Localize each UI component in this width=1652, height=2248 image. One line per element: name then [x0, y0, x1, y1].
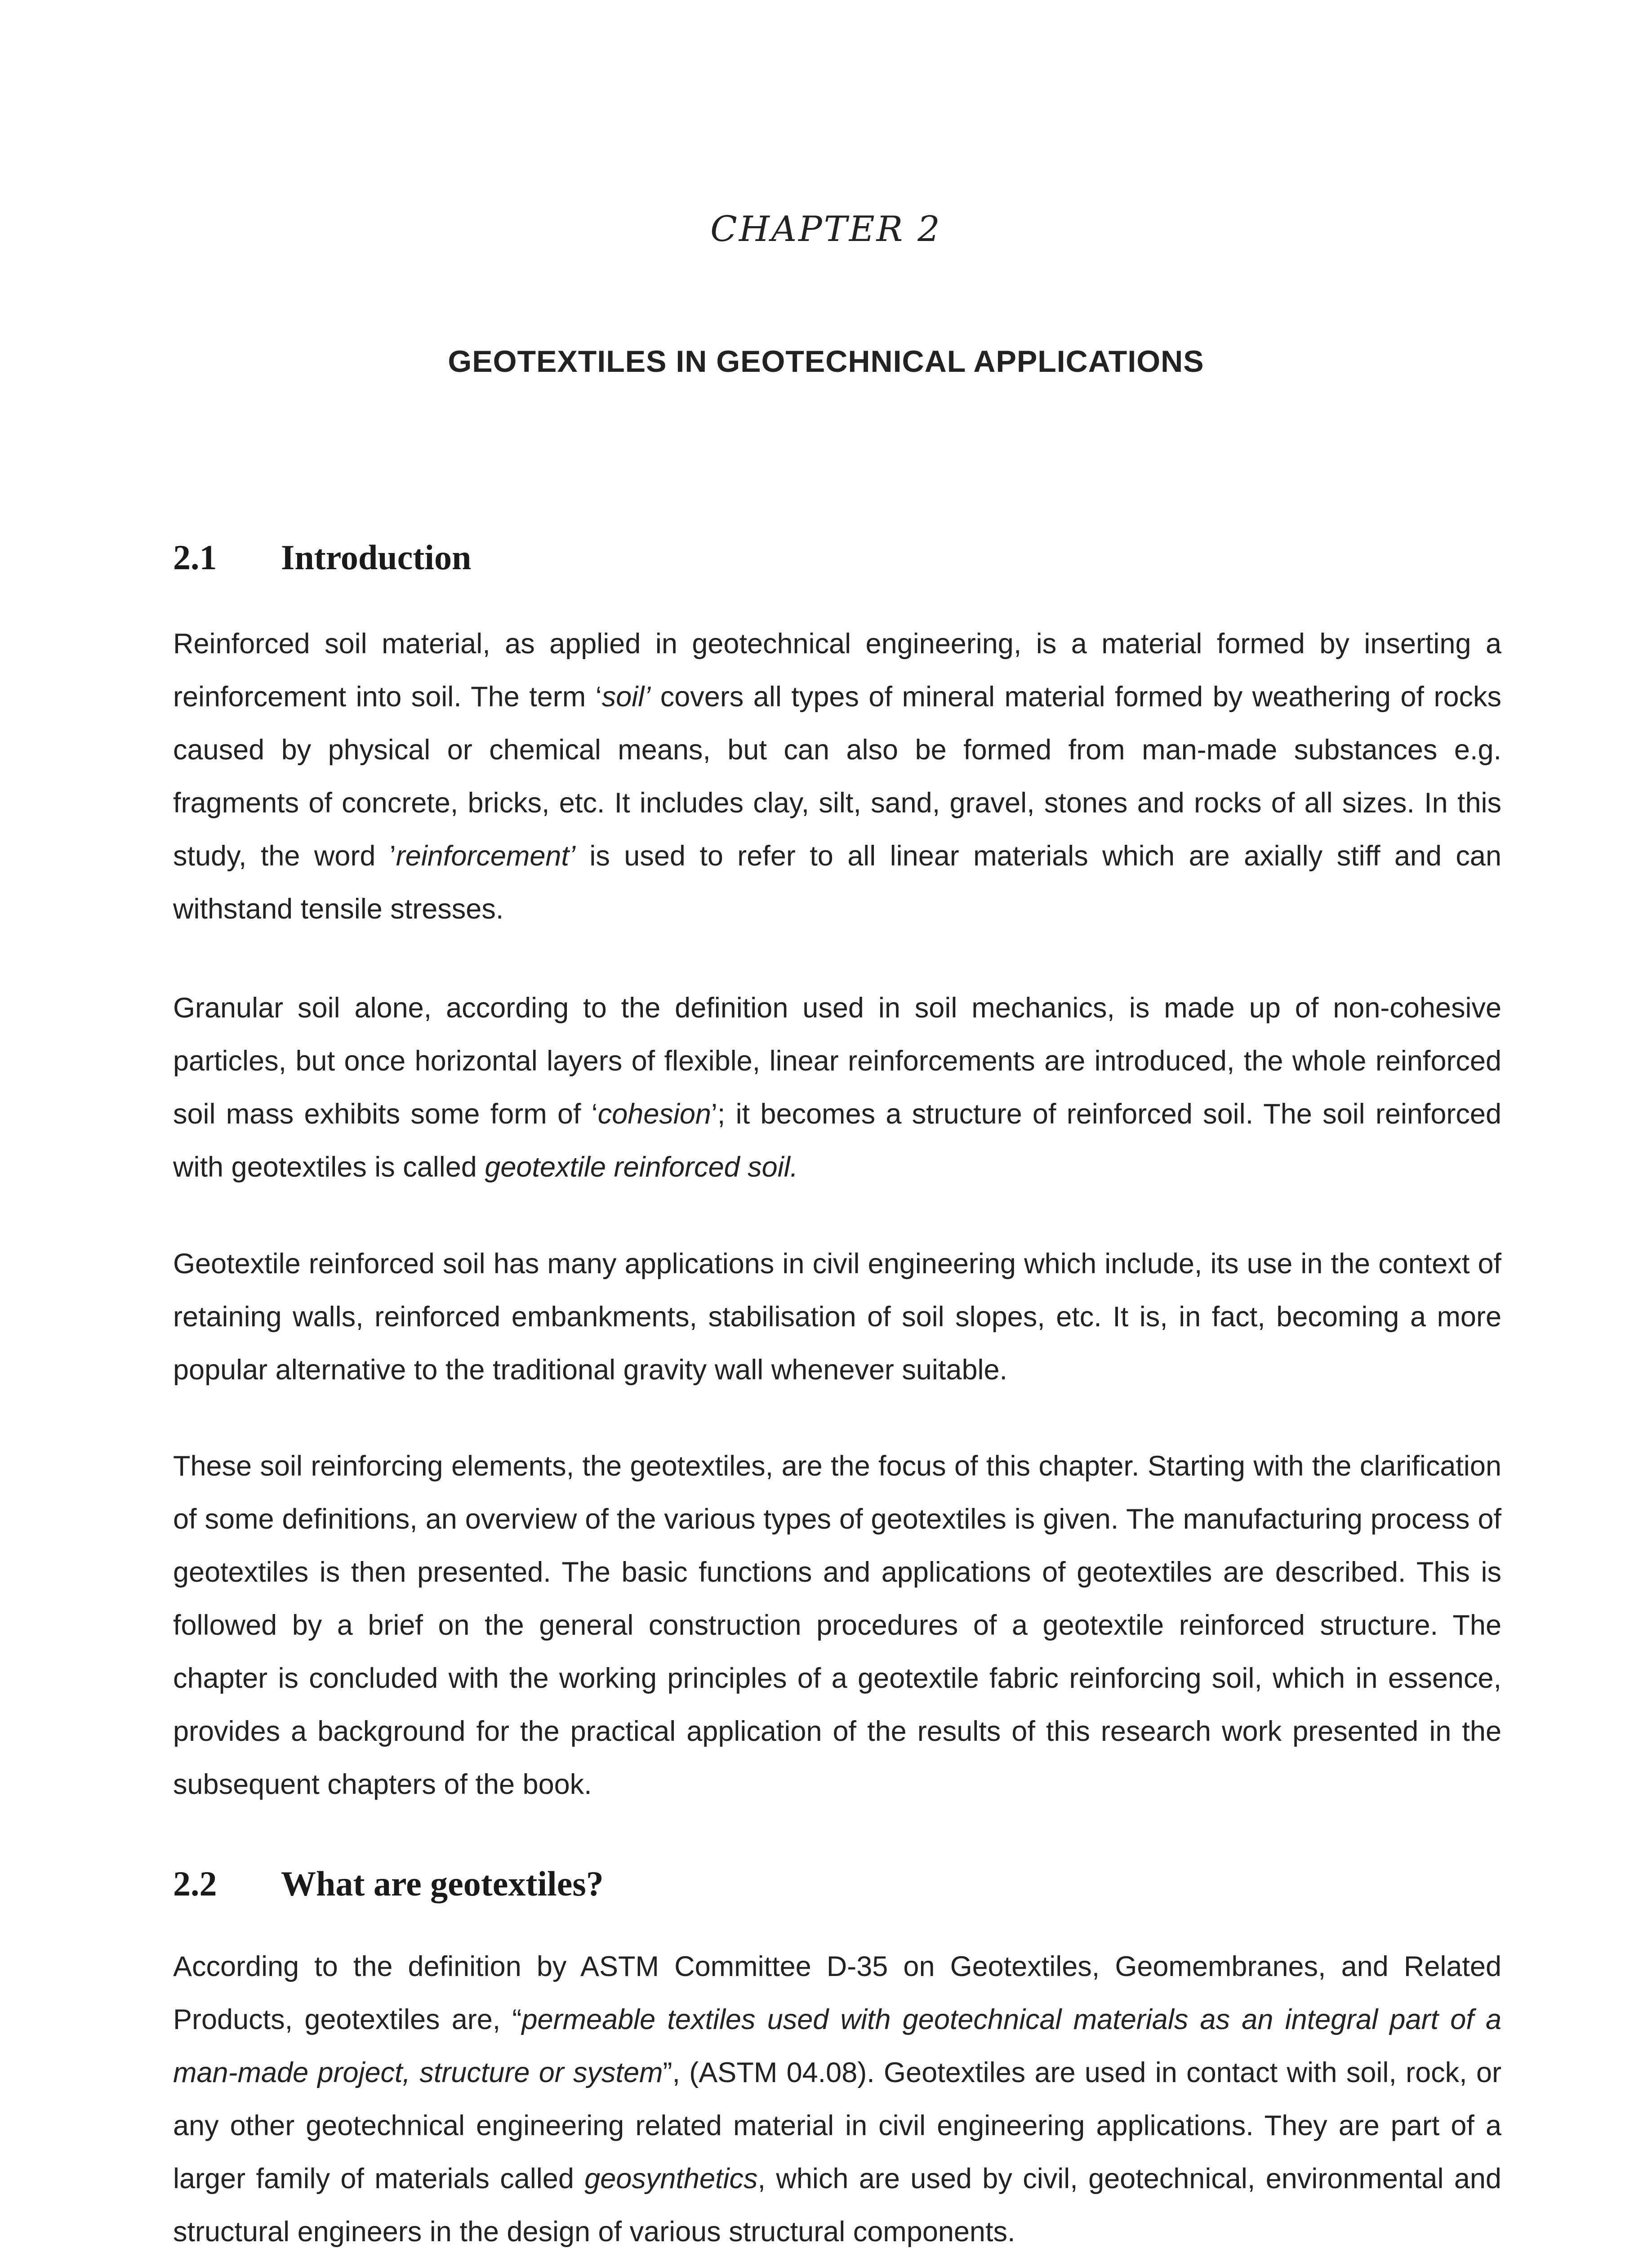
body-paragraph — [173, 617, 1501, 936]
section-title: Introduction — [281, 538, 472, 577]
italic-term: soil’ — [601, 681, 651, 713]
italic-term: geosynthetics — [584, 2163, 758, 2194]
chapter-title: GEOTEXTILES IN GEOTECHNICAL APPLICATIONS — [448, 344, 1204, 379]
italic-term: permeable textiles used with geotechnical materials as an integral part of a man-made project, structure or system — [173, 2004, 1501, 2088]
italic-term: cohesion — [597, 1098, 711, 1130]
section-title: What are geotextiles? — [281, 1864, 604, 1903]
body-paragraph — [173, 1440, 1501, 1811]
section-heading-introduction — [173, 537, 471, 578]
paragraph-text: Reinforced soil material, as applied in geotechnical engineering, is a material formed by inserting a reinforcement into soil. The term ‘soil’ covers all types of mineral material formed by weathering of rocks caused by physical or chemical means, but can also be formed from man-made substances e.g. fragments of concrete, bricks, etc. It includes clay, silt, sand, gravel, stones and rocks of all sizes. In this study, the word ’reinforcement’ is used to refer to all linear materials which are axially stiff and can withstand tensile stresses. — [173, 628, 1501, 925]
italic-term: reinforcement’ — [396, 840, 575, 872]
section-number: 2.1 — [173, 538, 217, 577]
body-paragraph — [173, 1940, 1501, 2248]
section-heading-what-are-geotextiles — [173, 1864, 604, 1904]
paragraph-text: Granular soil alone, according to the definition used in soil mechanics, is made up of non-cohesive particles, but once horizontal layers of flexible, linear reinforcements are introduced, the whole reinforced soil mass exhibits some form of ‘cohesion’; it becomes a structure of reinforced soil. The soil reinforced with geotextiles is called geotextile reinforced soil. — [173, 992, 1501, 1183]
body-paragraph — [173, 1237, 1501, 1396]
italic-term: geotextile reinforced soil. — [485, 1151, 798, 1183]
section-number: 2.2 — [173, 1864, 217, 1903]
body-paragraph — [173, 981, 1501, 1194]
paragraph-text: Geotextile reinforced soil has many applications in civil engineering which include, its use in the context of retaining walls, reinforced embankments, stabilisation of soil slopes, etc. It is, in fact, becoming a more popular alternative to the traditional gravity wall whenever suitable. — [173, 1248, 1501, 1386]
chapter-label: CHAPTER 2 — [710, 209, 942, 250]
paragraph-text: These soil reinforcing elements, the geotextiles, are the focus of this chapter. Starting with the clarification of some definitions, an overview of the various types of geotextiles is given. The manufacturing process of geotextiles is then presented. The basic functions and applications of geotextiles are described. This is followed by a brief on the general construction procedures of a geotextile reinforced structure. The chapter is concluded with the working principles of a geotextile fabric reinforcing soil, which in essence, provides a background for the practical application of the results of this research work presented in the subsequent chapters of the book. — [173, 1450, 1501, 1800]
paragraph-text: According to the definition by ASTM Committee D-35 on Geotextiles, Geomembranes, and Related Products, geotextiles are, “permeable textiles used with geotechnical materials as an integral part of a man-made project, structure or system”, (ASTM 04.08). Geotextiles are used in contact with soil, rock, or any other geotechnical engineering related material in civil engineering applications. They are part of a larger family of materials called geosynthetics, which are used by civil, geotechnical, environmental and structural engineers in the design of various structural components. — [173, 1951, 1501, 2248]
